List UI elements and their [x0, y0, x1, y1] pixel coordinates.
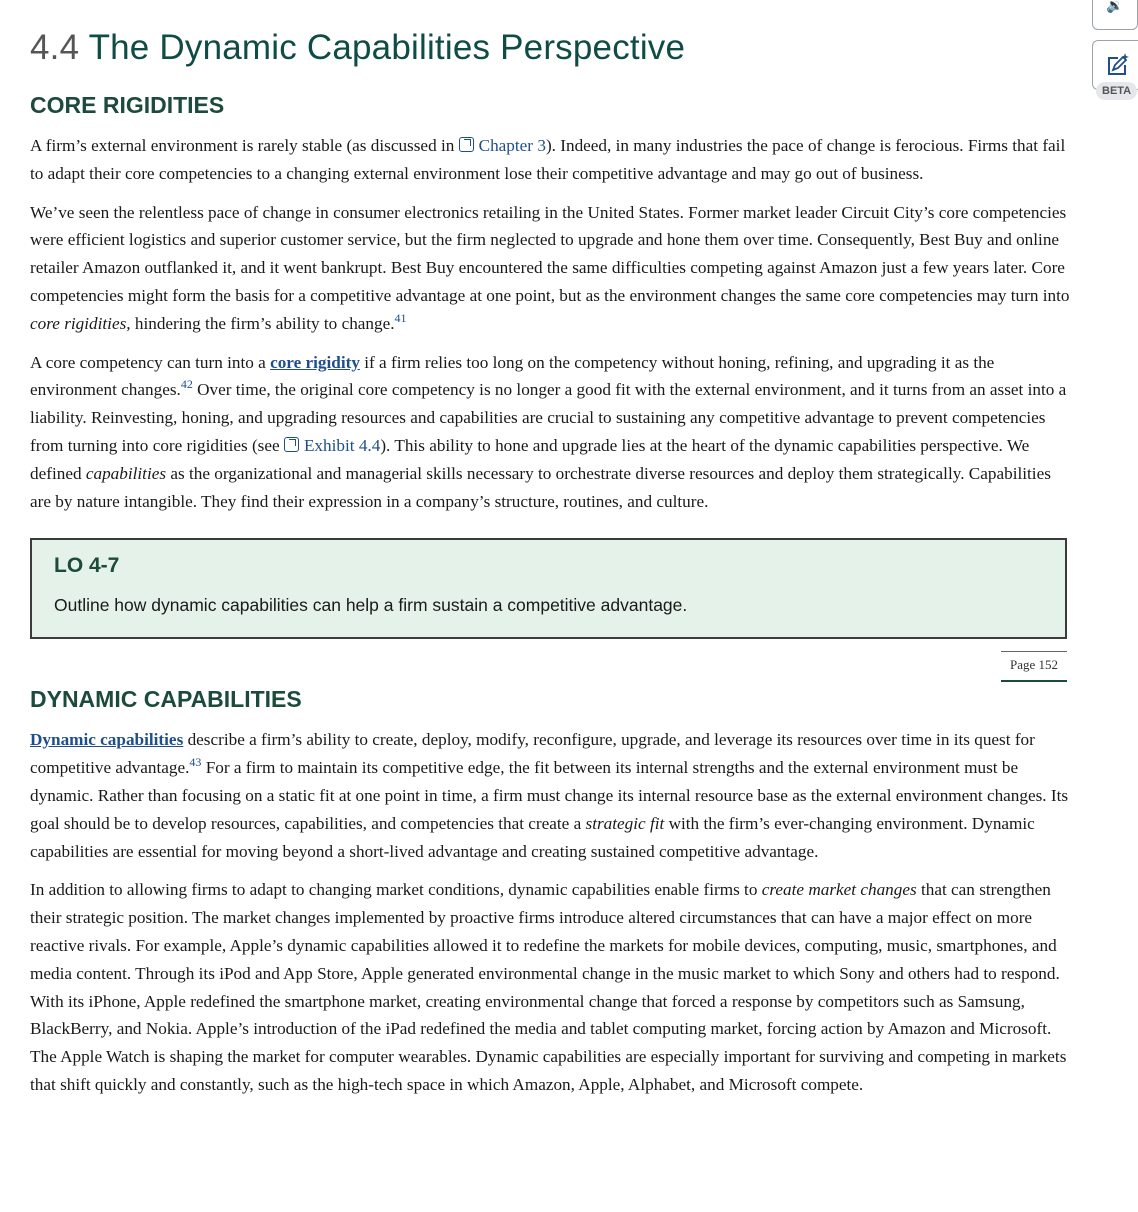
page-marker-row [30, 639, 1067, 683]
dynamic-capabilities-paragraph-1: Dynamic capabilities describe a firm’s ability to create, deploy, modify, reconfigure, upgrade, and leverage its resources over time in its quest for competitive advantage.$^{43}$ For a firm to maintain its competitive edge, the fit between its internal strengths and the external environment must be dynamic. Rather than focusing on a static fit at one point in time, a firm must change its internal resource base as the external environment changes. Its goal should be to develop resources, capabilities, and competencies that create a strategic fit with the firm’s ever-changing environment. Dynamic capabilities are essential for moving beyond a short-lived advantage and creating sustained competitive advantage. [30, 730, 1069, 861]
footnote-42[interactable]: 42 [180, 377, 193, 392]
learning-objective-box [30, 538, 1067, 639]
footnote-43[interactable]: 43 [189, 755, 202, 770]
beta-badge: BETA [1096, 82, 1137, 100]
page-marker: Page 152 [1001, 651, 1067, 682]
core-rigidities-paragraph-1: A firm’s external environment is rarely stable (as discussed in Chapter 3). Indeed, in many industries the pace of change is ferocious. Firms that fail to adapt their core competencies to a changing external environment lose their competitive advantage and may go out of business. [30, 136, 1066, 183]
dynamic-capabilities-heading: DYNAMIC CAPABILITIES [30, 686, 302, 713]
dynamic-capabilities-term-link[interactable]: Dynamic capabilities [30, 730, 184, 750]
core-rigidities-heading: CORE RIGIDITIES [30, 92, 225, 118]
external-link-icon [284, 437, 299, 452]
learning-objective-text: Outline how dynamic capabilities can help a firm sustain a competitive advantage. [54, 595, 688, 616]
external-link-icon [459, 137, 474, 152]
side-toolbar [1090, 0, 1138, 100]
read-aloud-button[interactable] [1092, 0, 1138, 30]
footnote-41[interactable]: 41 [394, 310, 407, 325]
section-title-text: The Dynamic Capabilities Perspective [88, 28, 686, 67]
section-title [30, 27, 1070, 69]
core-rigidities-paragraph-3: A core competency can turn into a core rigidity if a firm relies too long on the competency without honing, refining, and upgrading it as the environment changes.$^{42}$ Over time, the original core competency is no longer a good fit with the external environment, and it turns from an asset into a liability. Reinvesting, honing, and upgrading resources and capabilities are crucial to sustaining any competitive advantage to prevent competencies from turning into core rigidities (see Exhibit 4.4). This ability to hone and upgrade lies at the heart of the dynamic capabilities perspective. We defined capabilities as the organizational and managerial skills necessary to orchestrate diverse resources and deploy them strategically. Capabilities are by nature intangible. They find their expression in a company’s structure, routines, and culture. [30, 352, 1067, 511]
exhibit-4-4-link[interactable]: Exhibit 4.4 [284, 436, 380, 455]
chapter-3-link[interactable]: Chapter 3 [459, 136, 546, 155]
learning-objective-title: LO 4-7 [54, 554, 120, 578]
reading-content [30, 0, 1070, 1099]
section-number: 4.4 [30, 28, 80, 67]
core-rigidities-paragraph-2: We’ve seen the relentless pace of change in consumer electronics retailing in the United States. Former market leader Circuit City’s core competencies were efficient logistics and superior customer service, but the firm neglected to upgrade and hone them over time. Consequently, Best Buy and online retailer Amazon outflanked it, and it went bankrupt. Best Buy encountered the same difficulties competing against Amazon just a few years later. Core competencies might form the basis for a competitive advantage at one point, but as the environment changes the same core competencies may turn into core rigidities, hindering the firm’s ability to change.$^{41}$ [30, 202, 1070, 333]
speaker-icon: 🔉 [1106, 0, 1124, 14]
core-rigidity-term-link[interactable]: core rigidity [270, 352, 360, 372]
sparkle-note-icon [1104, 53, 1130, 79]
dynamic-capabilities-paragraph-2: In addition to allowing firms to adapt to changing market conditions, dynamic capabilities enable firms to create market changes that can strengthen their strategic position. The market changes implemented by proactive firms introduce altered circumstances that can have a major effect on more reactive rivals. For example, Apple’s dynamic capabilities allowed it to redefine the markets for mobile devices, computing, music, smartphones, and media content. Through its iPod and App Store, Apple generated environmental change in the music market to which Sony and others had to respond. With its iPhone, Apple redefined the smartphone market, creating environmental change that forced a response by competitors such as Samsung, BlackBerry, and Nokia. Apple’s introduction of the iPad redefined the media and tablet computing market, forcing action by Amazon and Microsoft. The Apple Watch is shaping the market for computer wearables. Dynamic capabilities are especially important for surviving and competing in markets that shift quickly and constantly, such as the high-tech space in which Amazon, Apple, Alphabet, and Microsoft compete. [30, 880, 1067, 1094]
